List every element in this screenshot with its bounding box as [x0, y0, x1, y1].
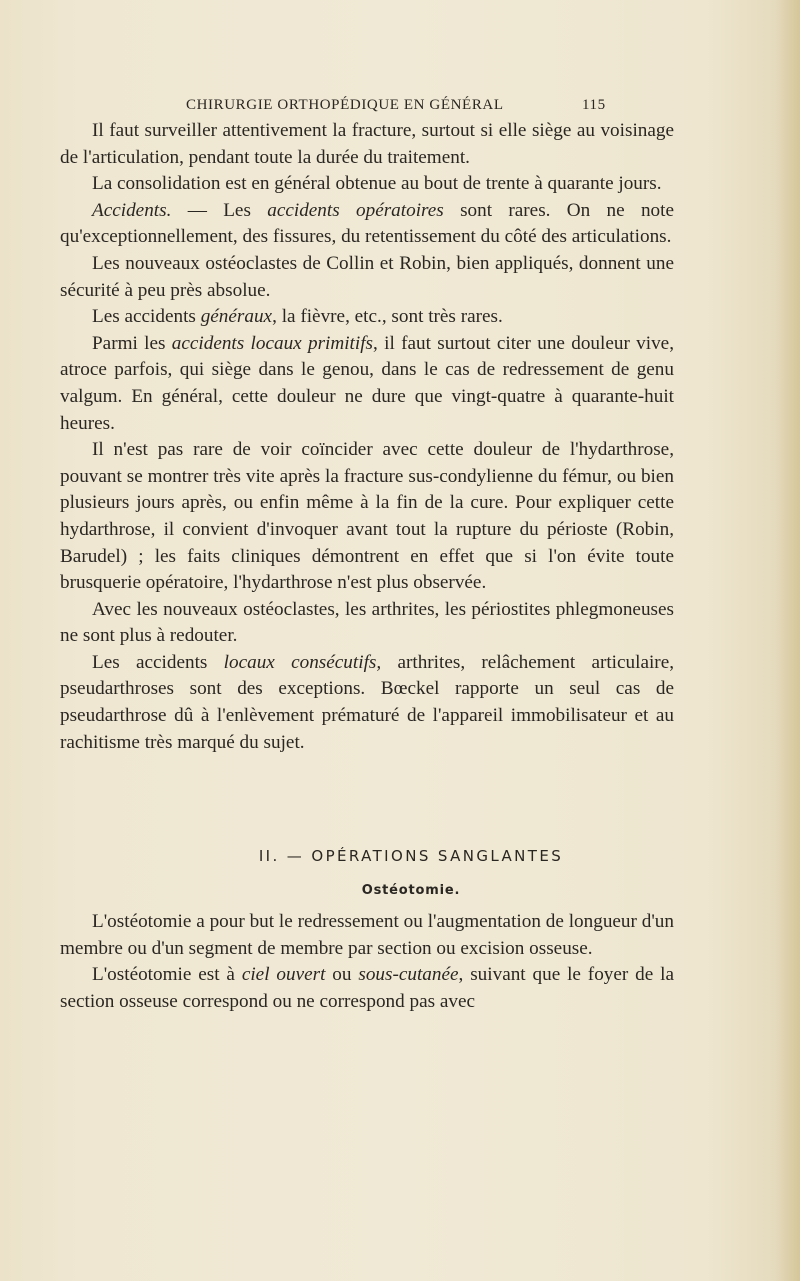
emphasis: accidents opératoires	[267, 199, 444, 221]
paragraph: Il n'est pas rare de voir coïncider avec cette douleur de l'hydarthrose, pouvant se montrer très vite après la fracture sus-condylienne du fémur, ou bien plusieurs jours après, ou enfin même à la fin de la cure. Pour expliquer cette hydarthrose, il convient d'invoquer avant tout la rupture du périoste (Robin, Barudel) ; les faits cliniques démontrent en effet que si l'on évite toute brusquerie opératoire, l'hydarthrose n'est plus observée.	[60, 439, 674, 594]
body-text	[60, 118, 674, 756]
text-run: L'ostéotomie est à	[92, 964, 242, 986]
page-edge-shadow	[778, 0, 800, 1281]
paragraph	[60, 650, 674, 756]
text-run: sont rares. On ne note qu'exceptionnellement, des fissures, du retentissement du côté des articulations.	[60, 199, 674, 248]
text-run: arthrites, relâchement articulaire, pseudarthroses sont des exceptions. Bœckel rapporte un seul cas de pseudarthrose dû à l'enlèvement prématuré de l'appareil immobilisateur et au rachitisme très marqué du sujet.	[60, 651, 675, 753]
emphasis: accidents locaux primitifs	[171, 332, 374, 354]
paragraph: Il faut surveiller attentivement la fracture, surtout si elle siège au voisinage de l'articulation, pendant toute la durée du traitement.	[60, 120, 674, 168]
emphasis: ciel ouvert	[241, 964, 326, 986]
text-run: — Les	[171, 199, 268, 221]
text-run: Les accidents	[92, 651, 224, 673]
subsection-heading: Ostéotomie.	[361, 883, 461, 898]
text-run: Parmi les	[92, 332, 172, 354]
text-run: , il faut surtout citer une douleur vive, atroce parfois, qui siège dans le genou, dans le cas de redressement de genu valgum. En général, cette douleur ne dure que vingt-quatre à quarante-huit heures.	[60, 332, 674, 434]
paragraph: Avec les nouveaux ostéoclastes, les arthrites, les périostites phlegmoneuses ne sont plus à redouter.	[60, 598, 674, 647]
body-text-2	[60, 909, 674, 1015]
paragraph: La consolidation est en général obtenue au bout de trente à quarante jours.	[92, 173, 662, 195]
paragraph	[60, 962, 674, 1015]
paragraph	[60, 331, 674, 437]
text-run: ou	[325, 964, 359, 986]
text-run: Les accidents	[92, 306, 201, 328]
paragraph: L'ostéotomie a pour but le redressement ou l'augmentation de longueur d'un membre ou d'un segment de membre par section ou excision osseuse.	[60, 911, 674, 959]
paragraph: Les nouveaux ostéoclastes de Collin et Robin, bien appliqués, donnent une sécurité à peu près absolue.	[60, 252, 674, 301]
page-number: 115	[582, 97, 606, 113]
emphasis: sous-cutanée	[358, 964, 459, 986]
text-run: , suivant que le foyer de la section osseuse correspond ou ne correspond pas avec	[60, 964, 674, 1012]
paragraph	[60, 304, 674, 331]
section-heading: II. — OPÉRATIONS SANGLANTES	[258, 847, 564, 865]
section-lead: Accidents.	[92, 199, 172, 221]
emphasis: généraux	[200, 306, 273, 328]
text-run: , la fièvre, etc., sont très rares.	[272, 306, 503, 328]
emphasis: locaux consécutifs,	[223, 651, 382, 673]
running-title: CHIRURGIE ORTHOPÉDIQUE EN GÉNÉRAL	[186, 97, 504, 113]
paragraph	[60, 198, 674, 251]
